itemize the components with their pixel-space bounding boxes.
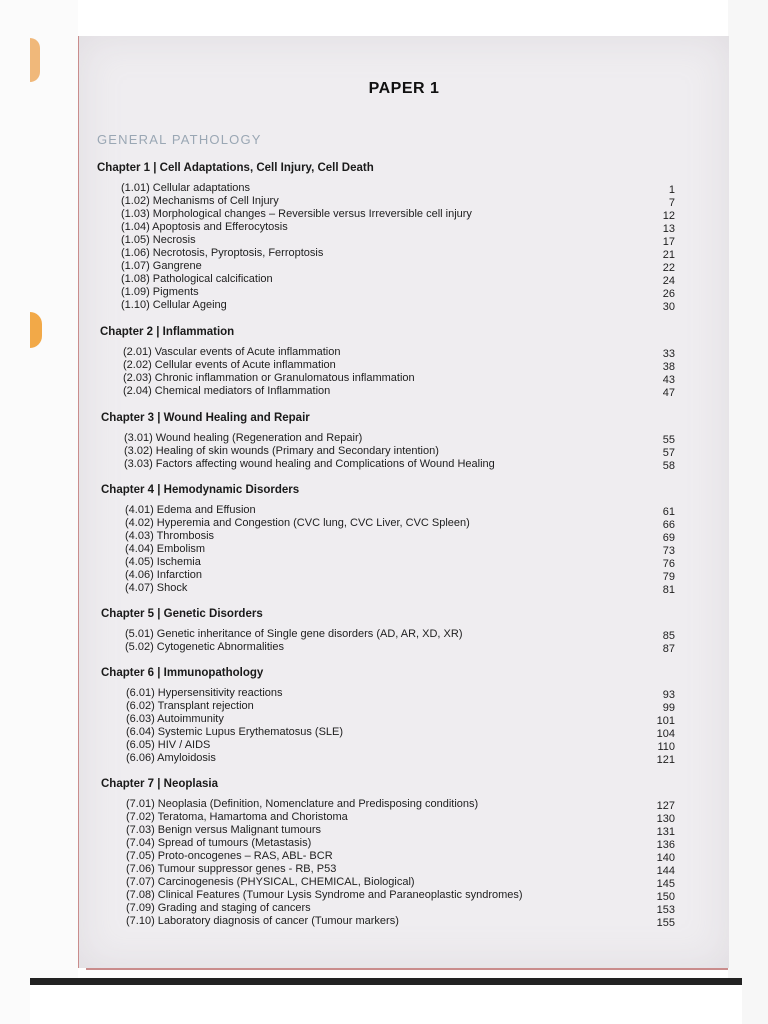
- toc-page-number: 87: [662, 643, 675, 655]
- toc-topic: (2.04) Chemical mediators of Inflammation: [123, 385, 331, 397]
- toc-page-number: 150: [656, 891, 675, 903]
- toc-topic: (2.03) Chronic inflammation or Granulomatous inflammation: [123, 372, 415, 384]
- toc-topic: (4.05) Ischemia: [125, 556, 201, 568]
- toc-topic: (1.06) Necrotosis, Pyroptosis, Ferroptosis: [121, 247, 324, 259]
- page-edge-mark-top: [30, 38, 40, 82]
- toc-page-number: 43: [662, 374, 675, 386]
- toc-topic: (1.09) Pigments: [121, 286, 199, 298]
- bottom-margin: [30, 985, 742, 1024]
- toc-topic: (7.06) Tumour suppressor genes - RB, P53: [126, 863, 337, 875]
- right-margin-background: [728, 0, 768, 1024]
- toc-page-number: 81: [662, 584, 675, 596]
- toc-topic: (4.06) Infarction: [125, 569, 203, 581]
- toc-page-number: 17: [662, 236, 675, 248]
- toc-topic: (6.03) Autoimmunity: [126, 713, 224, 725]
- toc-page-number: 47: [662, 387, 675, 399]
- toc-topic: (2.02) Cellular events of Acute inflammation: [123, 359, 336, 371]
- toc-topic: (4.03) Thrombosis: [125, 530, 215, 542]
- toc-page-number: 57: [662, 447, 675, 459]
- toc-page-number: 79: [662, 571, 675, 583]
- toc-page-number: 153: [656, 904, 675, 916]
- toc-topic: (7.04) Spread of tumours (Metastasis): [126, 837, 312, 849]
- toc-topic: (2.01) Vascular events of Acute inflammation: [123, 346, 341, 358]
- page-bottom-border: [86, 968, 728, 970]
- page-title: PAPER 1: [368, 80, 440, 97]
- toc-topic: (6.02) Transplant rejection: [126, 700, 254, 712]
- toc-topic: (4.07) Shock: [125, 582, 188, 594]
- toc-topic: (4.01) Edema and Effusion: [125, 504, 256, 516]
- toc-topic: (7.01) Neoplasia (Definition, Nomenclature and Predisposing conditions): [126, 798, 479, 810]
- section-heading: GENERAL PATHOLOGY: [97, 132, 262, 147]
- toc-topic: (1.08) Pathological calcification: [121, 273, 273, 285]
- toc-topic: (7.10) Laboratory diagnosis of cancer (Tumour markers): [126, 915, 399, 927]
- toc-topic: (3.02) Healing of skin wounds (Primary and Secondary intention): [124, 445, 439, 457]
- toc-topic: (5.02) Cytogenetic Abnormalities: [125, 641, 284, 653]
- toc-page-number: 7: [668, 197, 675, 209]
- toc-topic: (1.05) Necrosis: [121, 234, 196, 246]
- toc-topic: (1.10) Cellular Ageing: [121, 299, 227, 311]
- toc-page-number: 26: [662, 288, 675, 300]
- chapter-heading: Chapter 3 | Wound Healing and Repair: [101, 412, 310, 424]
- toc-page-number: 144: [656, 865, 675, 877]
- toc-topic: (7.09) Grading and staging of cancers: [126, 902, 311, 914]
- toc-page-number: 127: [656, 800, 675, 812]
- toc-topic: (6.04) Systemic Lupus Erythematosus (SLE): [126, 726, 344, 738]
- chapter-heading: Chapter 4 | Hemodynamic Disorders: [101, 484, 300, 496]
- toc-page-number: 110: [657, 741, 675, 753]
- toc-topic: (3.01) Wound healing (Regeneration and Repair): [124, 432, 363, 444]
- toc-topic: (6.06) Amyloidosis: [126, 752, 216, 764]
- toc-page-number: 101: [656, 715, 675, 727]
- left-margin-background: [0, 0, 78, 1024]
- toc-page-number: 30: [662, 301, 675, 313]
- toc-topic: (1.04) Apoptosis and Efferocytosis: [121, 221, 288, 233]
- toc-page-number: 121: [656, 754, 675, 766]
- toc-page-number: 22: [662, 262, 675, 274]
- toc-page-number: 99: [662, 702, 675, 714]
- toc-topic: (7.03) Benign versus Malignant tumours: [126, 824, 322, 836]
- toc-page-number: 155: [656, 917, 675, 929]
- toc-page-number: 104: [656, 728, 675, 740]
- toc-page-number: 66: [662, 519, 675, 531]
- toc-page-number: 58: [662, 460, 675, 472]
- toc-topic: (4.02) Hyperemia and Congestion (CVC lung, CVC Liver, CVC Spleen): [125, 517, 470, 529]
- chapter-heading: Chapter 7 | Neoplasia: [101, 778, 218, 790]
- toc-page-number: 76: [662, 558, 675, 570]
- toc-topic: (6.01) Hypersensitivity reactions: [126, 687, 283, 699]
- toc-page-number: 24: [662, 275, 675, 287]
- toc-topic: (1.01) Cellular adaptations: [121, 182, 251, 194]
- chapter-heading: Chapter 1 | Cell Adaptations, Cell Injury, Cell Death: [97, 162, 374, 174]
- toc-page-number: 1: [668, 184, 675, 196]
- toc-topic: (4.04) Embolism: [125, 543, 206, 555]
- toc-page-number: 21: [662, 249, 675, 261]
- toc-page-number: 33: [662, 348, 675, 360]
- chapter-heading: Chapter 2 | Inflammation: [100, 326, 235, 338]
- toc-topic: (7.02) Teratoma, Hamartoma and Choristoma: [126, 811, 348, 823]
- toc-page-number: 136: [656, 839, 675, 851]
- toc-page-number: 55: [662, 434, 675, 446]
- toc-topic: (7.08) Clinical Features (Tumour Lysis Syndrome and Paraneoplastic syndromes): [126, 889, 523, 901]
- toc-page-number: 130: [656, 813, 675, 825]
- toc-page-number: 145: [656, 878, 675, 890]
- toc-page-number: 38: [662, 361, 675, 373]
- toc-page-number: 69: [662, 532, 675, 544]
- toc-topic: (3.03) Factors affecting wound healing and Complications of Wound Healing: [124, 458, 495, 470]
- toc-page-number: 140: [656, 852, 675, 864]
- toc-topic: (1.02) Mechanisms of Cell Injury: [121, 195, 279, 207]
- toc-page-number: 12: [662, 210, 675, 222]
- document-page: [78, 36, 729, 968]
- toc-topic: (6.05) HIV / AIDS: [126, 739, 211, 751]
- toc-page-number: 131: [656, 826, 675, 838]
- toc-page-number: 61: [662, 506, 675, 518]
- toc-page-number: 73: [662, 545, 675, 557]
- toc-topic: (1.07) Gangrene: [121, 260, 202, 272]
- chapter-heading: Chapter 6 | Immunopathology: [101, 667, 264, 679]
- toc-page-number: 93: [662, 689, 675, 701]
- toc-topic: (5.01) Genetic inheritance of Single gene disorders (AD, AR, XD, XR): [125, 628, 463, 640]
- toc-topic: (1.03) Morphological changes – Reversible versus Irreversible cell injury: [121, 208, 472, 220]
- toc-page-number: 85: [662, 630, 675, 642]
- chapter-heading: Chapter 5 | Genetic Disorders: [101, 608, 263, 620]
- toc-topic: (7.07) Carcinogenesis (PHYSICAL, CHEMICAL, Biological): [126, 876, 415, 888]
- toc-topic: (7.05) Proto-oncogenes – RAS, ABL- BCR: [126, 850, 333, 862]
- toc-page-number: 13: [662, 223, 675, 235]
